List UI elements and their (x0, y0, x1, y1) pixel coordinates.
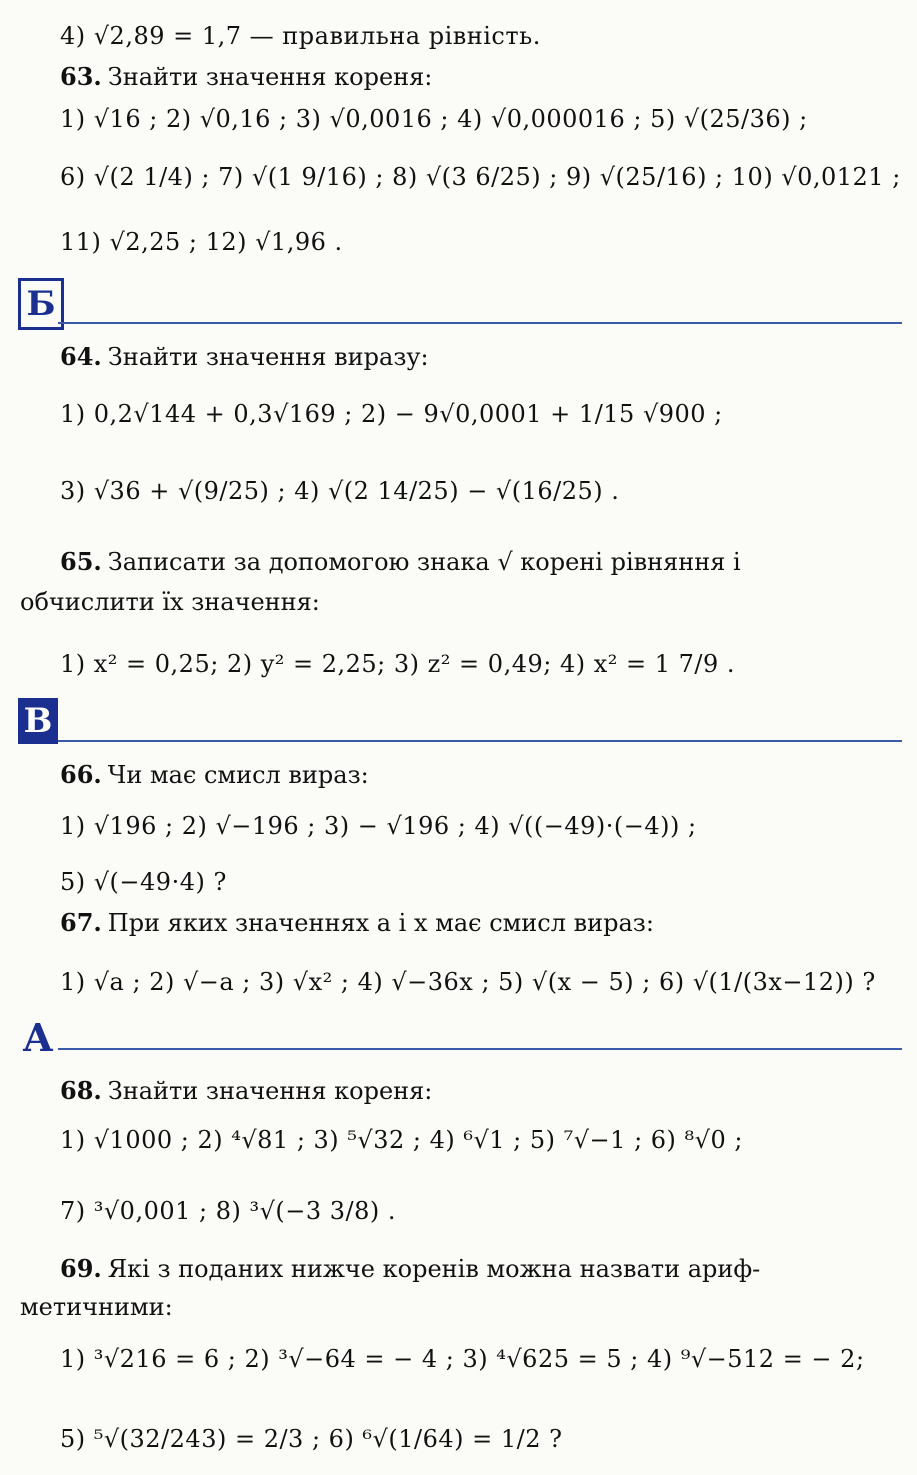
text-line (60, 22, 907, 50)
line-text: 1) √1000 ; 2) ⁴√81 ; 3) ⁵√32 ; 4) ⁶√1 ; 5) ⁷√−1 ; 6) ⁸√0 ; (60, 1126, 743, 1154)
line-text: 7) ³√0,001 ; 8) ³√(−3 3/8) . (60, 1197, 397, 1225)
section-v-rule (58, 740, 902, 742)
math-line (60, 400, 907, 428)
text-line (20, 1293, 907, 1321)
line-text: 1) √16 ; 2) √0,16 ; 3) √0,0016 ; 4) √0,000016 ; 5) √(25/36) ; (60, 105, 808, 133)
math-line (60, 968, 907, 996)
exercise-title: Які з поданих нижче коренів можна назвати ариф- (107, 1254, 761, 1283)
section-letter: А (22, 1014, 54, 1060)
math-line (60, 1126, 907, 1154)
line-text: 1) √196 ; 2) √−196 ; 3) − √196 ; 4) √((−49)·(−4)) ; (60, 812, 697, 840)
line-text: 1) ³√216 = 6 ; 2) ³√−64 = − 4 ; 3) ⁴√625 = 5 ; 4) ⁹√−512 = − 2; (60, 1345, 865, 1373)
exercise-title: Знайти значення кореня: (107, 1076, 433, 1105)
exercise-number: 65. (60, 547, 102, 576)
exercise-title: Записати за допомогою знака √ корені рівняння і (107, 547, 741, 576)
line-text: 3) √36 + √(9/25) ; 4) √(2 14/25) − √(16/25) . (60, 477, 620, 505)
line-text: 4) √2,89 = 1,7 — правильна рівність. (60, 22, 541, 50)
exercise-title: При яких значеннях a і x має смисл вираз: (107, 908, 654, 937)
math-line (60, 228, 907, 256)
section-a-rule (58, 1048, 902, 1050)
text-line (20, 588, 907, 616)
exercise-number: 67. (60, 908, 102, 937)
math-line (60, 1345, 907, 1373)
math-line (60, 1197, 907, 1225)
math-line (60, 650, 907, 678)
math-line (60, 477, 907, 505)
line-text: 5) ⁵√(32/243) = 2/3 ; 6) ⁶√(1/64) = 1/2 ? (60, 1425, 563, 1453)
section-v-mark (18, 698, 58, 744)
math-line (60, 163, 907, 191)
exercise-title: Знайти значення кореня: (107, 62, 433, 91)
section-letter: Б (26, 284, 56, 324)
exercise-heading-65 (60, 547, 907, 576)
exercise-heading-69 (60, 1254, 907, 1283)
math-line (60, 812, 907, 840)
section-b-rule (58, 322, 902, 324)
exercise-number: 63. (60, 62, 102, 91)
math-line (60, 105, 907, 133)
exercise-heading-67 (60, 908, 907, 937)
exercise-heading-66 (60, 760, 907, 789)
line-text: 5) √(−49·4) ? (60, 868, 227, 896)
math-line (60, 868, 907, 896)
exercise-number: 68. (60, 1076, 102, 1105)
line-text: 11) √2,25 ; 12) √1,96 . (60, 228, 343, 256)
line-text: 6) √(2 1/4) ; 7) √(1 9/16) ; 8) √(3 6/25) ; 9) √(25/16) ; 10) √0,0121 ; (60, 163, 901, 191)
exercise-number: 66. (60, 760, 102, 789)
line-text: 1) √a ; 2) √−a ; 3) √x² ; 4) √−36x ; 5) √(x − 5) ; 6) √(1/(3x−12)) ? (60, 968, 876, 996)
line-text: метичними: (20, 1293, 173, 1321)
exercise-number: 69. (60, 1254, 102, 1283)
exercise-number: 64. (60, 342, 102, 371)
exercise-heading-63 (60, 62, 907, 91)
math-line (60, 1425, 907, 1453)
section-letter: В (23, 701, 53, 741)
exercise-title: Чи має смисл вираз: (107, 760, 369, 789)
exercise-title: Знайти значення виразу: (107, 342, 429, 371)
exercise-heading-64 (60, 342, 907, 371)
line-text: обчислити їх значення: (20, 588, 320, 616)
line-text: 1) x² = 0,25; 2) y² = 2,25; 3) z² = 0,49; 4) x² = 1 7/9 . (60, 650, 736, 678)
exercise-heading-68 (60, 1076, 907, 1105)
section-a-mark (18, 1014, 58, 1060)
line-text: 1) 0,2√144 + 0,3√169 ; 2) − 9√0,0001 + 1/15 √900 ; (60, 400, 723, 428)
